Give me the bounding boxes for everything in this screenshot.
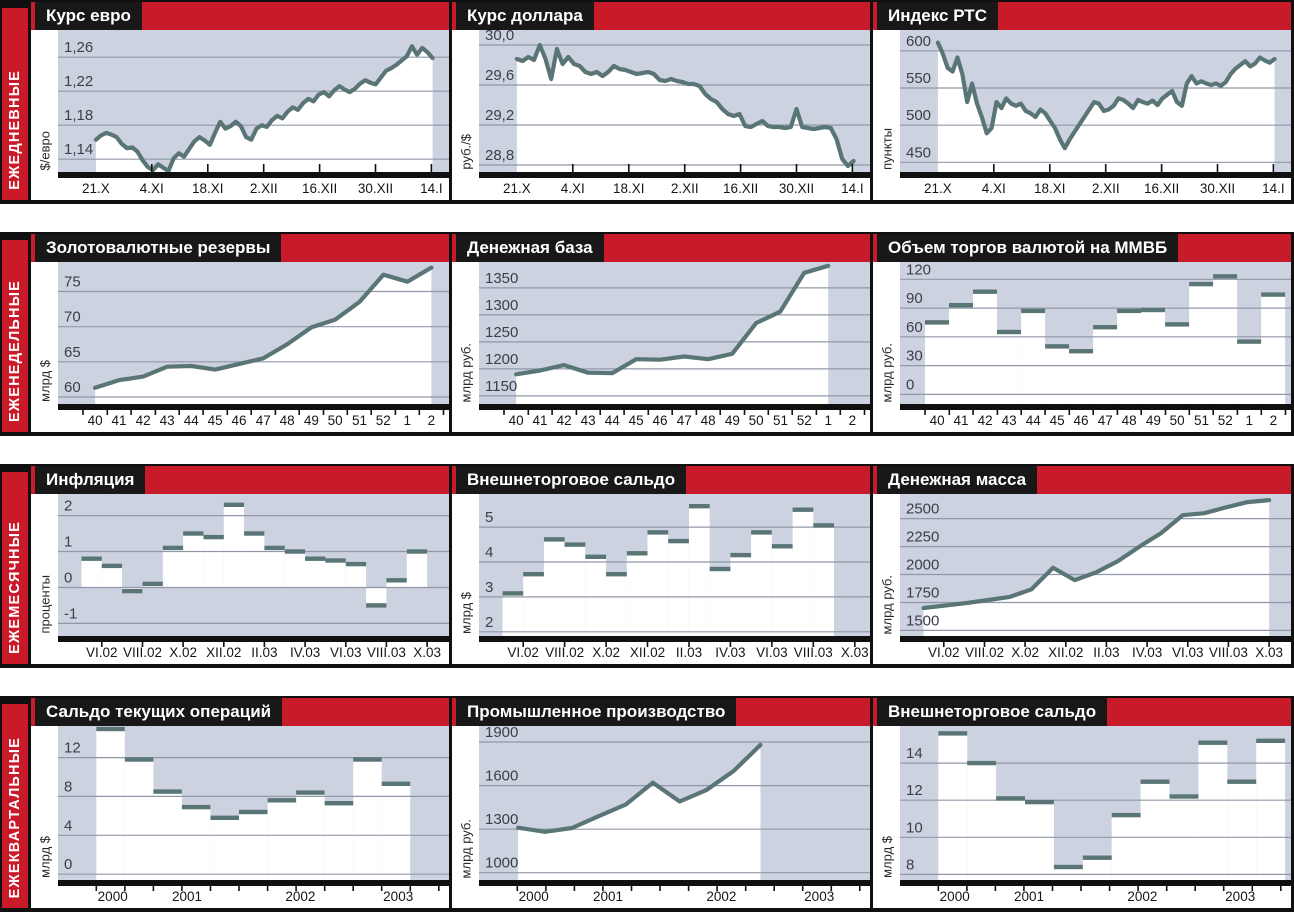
svg-text:48: 48: [1121, 413, 1137, 428]
chart-panel-obem-torgov-mmvb: [873, 234, 1291, 432]
y-axis-unit: млрд руб.: [873, 494, 900, 664]
svg-text:2: 2: [485, 613, 494, 631]
svg-text:65: 65: [64, 343, 81, 361]
svg-text:30: 30: [906, 347, 923, 365]
chart-titlebar: [31, 698, 449, 726]
svg-text:18.XI: 18.XI: [613, 181, 645, 196]
chart-panel-saldo-tekushchih-operacij: [31, 698, 449, 908]
svg-text:50: 50: [748, 413, 764, 428]
row-label: ЕЖЕКВАРТАЛЬНЫЕ: [7, 736, 23, 898]
svg-text:2003: 2003: [804, 889, 835, 904]
svg-text:1300: 1300: [485, 811, 519, 829]
svg-text:X.02: X.02: [592, 645, 620, 660]
svg-text:14.I: 14.I: [1262, 181, 1285, 196]
chart-title: Денежная база: [456, 234, 604, 262]
svg-text:16.XII: 16.XII: [301, 181, 338, 196]
chart-title: Внешнеторговое сальдо: [456, 466, 686, 494]
svg-text:48: 48: [700, 413, 716, 428]
svg-text:14.I: 14.I: [841, 181, 864, 196]
svg-text:2.XII: 2.XII: [1091, 181, 1120, 196]
svg-text:49: 49: [724, 413, 740, 428]
svg-text:VIII.03: VIII.03: [366, 645, 406, 660]
chart-panel-kurs-evro: [31, 2, 449, 200]
chart-title: Сальдо текущих операций: [35, 698, 282, 726]
chart-titlebar: [31, 234, 449, 262]
svg-text:70: 70: [64, 308, 81, 326]
svg-text:52: 52: [796, 413, 812, 428]
chart-titlebar: [452, 698, 870, 726]
svg-text:29,2: 29,2: [485, 107, 515, 124]
svg-text:4.XI: 4.XI: [139, 181, 164, 196]
svg-text:2000: 2000: [97, 889, 128, 904]
chart-body: [873, 30, 1291, 200]
svg-text:10: 10: [906, 819, 923, 837]
svg-text:120: 120: [906, 262, 932, 279]
svg-text:IV.03: IV.03: [1131, 645, 1163, 660]
svg-text:X.03: X.03: [1255, 645, 1283, 660]
chart-titlebar: [31, 466, 449, 494]
svg-text:XII.02: XII.02: [629, 645, 666, 660]
svg-text:1: 1: [824, 413, 832, 428]
row-weekly-rail: [2, 234, 28, 432]
svg-text:52: 52: [375, 413, 391, 428]
svg-text:0: 0: [64, 856, 73, 874]
svg-text:2003: 2003: [383, 889, 414, 904]
svg-text:43: 43: [1001, 413, 1017, 428]
svg-text:1900: 1900: [485, 726, 519, 741]
svg-text:2001: 2001: [592, 889, 624, 904]
svg-text:47: 47: [1097, 413, 1113, 428]
svg-text:VI.03: VI.03: [1172, 645, 1204, 660]
chart-body: [873, 494, 1291, 664]
chart-body: [31, 494, 449, 664]
svg-text:18.XI: 18.XI: [192, 181, 224, 196]
svg-text:90: 90: [906, 290, 923, 308]
svg-text:XII.02: XII.02: [1048, 645, 1084, 660]
chart-plot: [900, 30, 1291, 200]
svg-text:45: 45: [628, 413, 644, 428]
svg-text:42: 42: [135, 413, 151, 428]
chart-body: [452, 494, 870, 664]
svg-text:II.03: II.03: [675, 645, 703, 660]
svg-text:2001: 2001: [171, 889, 203, 904]
svg-text:VIII.03: VIII.03: [793, 645, 833, 660]
svg-text:2: 2: [427, 413, 436, 428]
svg-text:30,0: 30,0: [485, 30, 515, 44]
chart-plot: [900, 726, 1291, 908]
chart-title: Объем торгов валютой на ММВБ: [877, 234, 1178, 262]
chart-body: [873, 262, 1291, 432]
svg-text:VI.03: VI.03: [330, 645, 362, 660]
chart-body: [452, 30, 870, 200]
chart-panel-kurs-dollara: [452, 2, 870, 200]
svg-text:14: 14: [906, 745, 923, 763]
svg-text:43: 43: [580, 413, 596, 428]
chart-title: Курс евро: [35, 2, 142, 30]
svg-text:43: 43: [159, 413, 175, 428]
svg-text:49: 49: [1145, 413, 1161, 428]
svg-text:1150: 1150: [485, 377, 518, 395]
svg-text:2003: 2003: [1225, 889, 1256, 904]
chart-plot: [479, 726, 870, 908]
svg-text:16.XII: 16.XII: [1143, 181, 1180, 196]
svg-text:60: 60: [906, 318, 923, 336]
svg-text:1,18: 1,18: [64, 107, 94, 125]
row-label: ЕЖЕМЕСЯЧНЫЕ: [7, 521, 23, 654]
svg-text:75: 75: [64, 273, 81, 291]
chart-panel-vneshnetorgovoe-saldo-monthly: [452, 466, 870, 664]
row-daily-rail: [2, 2, 28, 200]
svg-text:3: 3: [485, 578, 494, 596]
svg-text:1250: 1250: [485, 323, 519, 341]
svg-text:2000: 2000: [906, 556, 940, 574]
row-label: ЕЖЕДНЕВНЫЕ: [7, 70, 23, 190]
chart-panel-inflyaciya: [31, 466, 449, 664]
chart-title: Промышленное производство: [456, 698, 736, 726]
chart-plot: [58, 726, 449, 908]
chart-panel-denezhnaya-baza: [452, 234, 870, 432]
chart-titlebar: [31, 2, 449, 30]
svg-text:51: 51: [1193, 413, 1210, 428]
y-axis-unit: млрд руб.: [873, 262, 900, 432]
svg-text:II.03: II.03: [251, 645, 278, 660]
chart-plot: [479, 30, 870, 200]
svg-text:2: 2: [1269, 413, 1278, 428]
svg-text:30.XII: 30.XII: [357, 181, 394, 196]
chart-titlebar: [873, 466, 1291, 494]
svg-text:2001: 2001: [1013, 889, 1045, 904]
svg-text:500: 500: [906, 107, 932, 125]
svg-text:41: 41: [532, 413, 548, 428]
svg-text:44: 44: [183, 413, 199, 428]
svg-text:12: 12: [906, 782, 923, 800]
svg-text:2002: 2002: [706, 889, 737, 904]
chart-titlebar: [873, 698, 1291, 726]
svg-text:II.03: II.03: [1093, 645, 1120, 660]
chart-plot: [58, 262, 449, 432]
svg-text:14.I: 14.I: [420, 181, 443, 196]
svg-text:2000: 2000: [518, 889, 549, 904]
svg-text:XII.02: XII.02: [206, 645, 242, 660]
svg-text:21.X: 21.X: [82, 181, 110, 196]
chart-title: Золотовалютные резервы: [35, 234, 281, 262]
svg-text:VI.02: VI.02: [86, 645, 118, 660]
svg-text:2250: 2250: [906, 528, 940, 546]
row-weekly: [0, 232, 1294, 436]
svg-text:30.XII: 30.XII: [778, 181, 815, 196]
svg-text:600: 600: [906, 32, 932, 50]
chart-panel-denezhnaya-massa: [873, 466, 1291, 664]
svg-text:2500: 2500: [906, 500, 940, 518]
chart-plot: [900, 494, 1291, 664]
svg-text:40: 40: [508, 413, 524, 428]
chart-plot: [58, 30, 449, 200]
svg-text:41: 41: [953, 413, 969, 428]
svg-text:8: 8: [64, 778, 73, 796]
svg-text:4.XI: 4.XI: [981, 181, 1006, 196]
svg-text:VI.02: VI.02: [507, 645, 539, 660]
svg-text:2.XII: 2.XII: [249, 181, 278, 196]
chart-plot: [479, 262, 870, 432]
svg-text:46: 46: [1073, 413, 1089, 428]
svg-text:28,8: 28,8: [485, 147, 515, 164]
svg-text:1000: 1000: [485, 854, 519, 872]
svg-text:41: 41: [111, 413, 127, 428]
svg-text:VIII.03: VIII.03: [1208, 645, 1248, 660]
svg-text:-1: -1: [64, 605, 78, 623]
svg-text:1350: 1350: [485, 269, 519, 287]
svg-text:1200: 1200: [485, 350, 519, 368]
y-axis-unit: млрд руб.: [452, 262, 479, 432]
svg-text:1500: 1500: [906, 612, 940, 630]
svg-text:49: 49: [303, 413, 319, 428]
svg-text:X.03: X.03: [413, 645, 441, 660]
svg-text:0: 0: [906, 376, 915, 394]
svg-text:1600: 1600: [485, 767, 519, 785]
chart-panel-vneshnetorgovoe-saldo-quarterly: [873, 698, 1291, 908]
svg-text:60: 60: [64, 379, 81, 396]
y-axis-unit: млрд руб.: [452, 726, 479, 908]
svg-text:450: 450: [906, 144, 932, 162]
chart-title: Курс доллара: [456, 2, 594, 30]
svg-text:4.XI: 4.XI: [560, 181, 585, 196]
svg-text:2000: 2000: [939, 889, 970, 904]
chart-body: [31, 30, 449, 200]
svg-text:40: 40: [87, 413, 103, 428]
svg-text:1: 1: [1245, 413, 1253, 428]
svg-text:40: 40: [929, 413, 945, 428]
svg-text:2: 2: [848, 413, 857, 428]
chart-title: Денежная масса: [877, 466, 1037, 494]
chart-panel-promyshlennoe-proizvodstvo: [452, 698, 870, 908]
chart-title: Внешнеторговое сальдо: [877, 698, 1107, 726]
svg-text:47: 47: [676, 413, 692, 428]
svg-text:2.XII: 2.XII: [670, 181, 699, 196]
chart-titlebar: [452, 466, 870, 494]
y-axis-unit: проценты: [31, 494, 58, 664]
svg-text:IV.03: IV.03: [289, 645, 321, 660]
chart-body: [452, 262, 870, 432]
svg-text:45: 45: [207, 413, 223, 428]
svg-text:1: 1: [403, 413, 411, 428]
chart-titlebar: [452, 234, 870, 262]
svg-text:52: 52: [1217, 413, 1233, 428]
svg-text:50: 50: [1169, 413, 1185, 428]
svg-text:VI.03: VI.03: [756, 645, 788, 660]
svg-text:2002: 2002: [285, 889, 316, 904]
chart-body: [31, 262, 449, 432]
svg-text:12: 12: [64, 739, 81, 757]
row-label: ЕЖЕНЕДЕЛЬНЫЕ: [7, 280, 23, 422]
row-quarterly-rail: [2, 698, 28, 908]
svg-text:51: 51: [772, 413, 789, 428]
svg-text:1750: 1750: [906, 584, 940, 602]
chart-plot: [58, 494, 449, 664]
svg-text:1,14: 1,14: [64, 141, 94, 159]
svg-text:1: 1: [64, 533, 73, 551]
y-axis-unit: $/евро: [31, 30, 58, 200]
chart-title: Инфляция: [35, 466, 145, 494]
svg-text:VIII.02: VIII.02: [122, 645, 163, 660]
chart-body: [31, 726, 449, 908]
svg-text:5: 5: [485, 509, 494, 527]
svg-text:X.02: X.02: [1011, 645, 1039, 660]
svg-text:1,22: 1,22: [64, 73, 94, 91]
svg-text:X.03: X.03: [840, 645, 869, 660]
svg-text:4: 4: [64, 817, 73, 835]
svg-text:45: 45: [1049, 413, 1065, 428]
svg-text:2002: 2002: [1127, 889, 1158, 904]
chart-body: [873, 726, 1291, 908]
chart-titlebar: [452, 2, 870, 30]
row-monthly-rail: [2, 466, 28, 664]
row-daily: [0, 0, 1294, 204]
svg-text:IV.03: IV.03: [715, 645, 746, 660]
svg-text:4: 4: [485, 544, 494, 561]
svg-text:30.XII: 30.XII: [1199, 181, 1236, 196]
chart-plot: [900, 262, 1291, 432]
svg-text:44: 44: [1025, 413, 1041, 428]
svg-text:VIII.02: VIII.02: [964, 645, 1005, 660]
svg-text:44: 44: [604, 413, 620, 428]
chart-titlebar: [873, 234, 1291, 262]
svg-text:48: 48: [279, 413, 295, 428]
row-quarterly: [0, 696, 1294, 912]
svg-text:2: 2: [64, 497, 73, 515]
svg-text:550: 550: [906, 70, 932, 87]
chart-plot: [479, 494, 870, 664]
svg-text:18.XI: 18.XI: [1034, 181, 1066, 196]
svg-text:16.XII: 16.XII: [722, 181, 759, 196]
svg-text:21.X: 21.X: [503, 181, 531, 196]
svg-text:42: 42: [556, 413, 572, 428]
svg-text:VI.02: VI.02: [928, 645, 960, 660]
chart-titlebar: [873, 2, 1291, 30]
svg-text:29,6: 29,6: [485, 67, 515, 84]
chart-title: Индекс РТС: [877, 2, 998, 30]
svg-text:50: 50: [327, 413, 343, 428]
svg-text:51: 51: [351, 413, 368, 428]
svg-text:46: 46: [652, 413, 668, 428]
svg-text:42: 42: [977, 413, 993, 428]
y-axis-unit: млрд $: [31, 262, 58, 432]
row-monthly: [0, 464, 1294, 668]
svg-text:1,26: 1,26: [64, 39, 94, 57]
svg-text:1300: 1300: [485, 296, 519, 314]
svg-text:VIII.02: VIII.02: [545, 645, 585, 660]
chart-body: [452, 726, 870, 908]
svg-text:21.X: 21.X: [924, 181, 952, 196]
chart-panel-indeks-rts: [873, 2, 1291, 200]
svg-text:X.02: X.02: [169, 645, 197, 660]
y-axis-unit: млрд $: [452, 494, 479, 664]
y-axis-unit: пункты: [873, 30, 900, 200]
chart-panel-zolotovalyutnye-rezervy: [31, 234, 449, 432]
svg-text:47: 47: [255, 413, 271, 428]
y-axis-unit: руб./$: [452, 30, 479, 200]
svg-text:46: 46: [231, 413, 247, 428]
y-axis-unit: млрд $: [31, 726, 58, 908]
svg-text:8: 8: [906, 856, 915, 874]
svg-text:0: 0: [64, 569, 73, 587]
y-axis-unit: млрд $: [873, 726, 900, 908]
